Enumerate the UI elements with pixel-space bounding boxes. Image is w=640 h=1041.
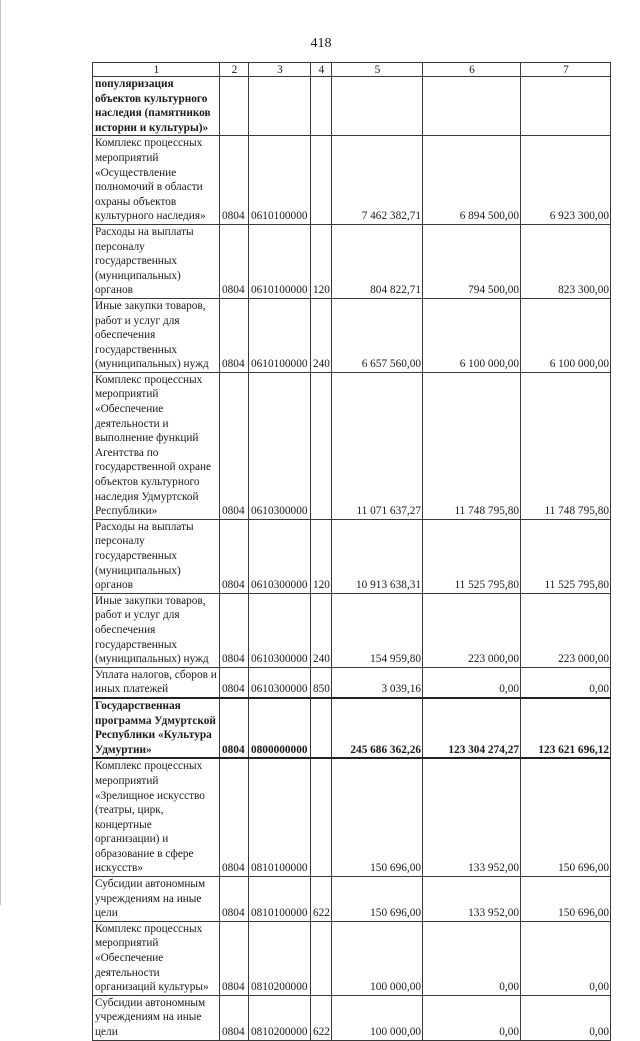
row-sum3: 150 696,00: [521, 877, 611, 922]
row-sum1: 150 696,00: [332, 877, 423, 922]
row-section: 0804: [220, 136, 249, 225]
row-name: Иные закупки товаров, работ и услуг для обеспечения государственных (муниципальных) нужд: [93, 593, 220, 667]
row-sum3: 150 696,00: [521, 758, 611, 876]
row-type: 120: [311, 224, 332, 298]
table-row: [93, 995, 611, 1040]
row-target: 0610300000: [249, 593, 311, 667]
table-row: [93, 758, 611, 876]
row-sum1: 7 462 382,71: [332, 136, 423, 225]
row-type: [311, 698, 332, 758]
row-section: 0804: [220, 593, 249, 667]
row-sum2: 133 952,00: [423, 758, 521, 876]
table-row: [93, 593, 611, 667]
row-section: 0804: [220, 921, 249, 995]
row-type: 120: [311, 519, 332, 593]
table-row: [93, 77, 611, 136]
row-sum1: 11 071 637,27: [332, 372, 423, 519]
column-header-name: 1: [93, 63, 220, 77]
row-sum2: 794 500,00: [423, 224, 521, 298]
table-row: [93, 224, 611, 298]
row-sum2: [423, 77, 521, 136]
row-sum1: 100 000,00: [332, 921, 423, 995]
row-section: 0804: [220, 224, 249, 298]
row-sum2: 123 304 274,27: [423, 698, 521, 758]
row-name: Уплата налогов, сборов и иных платежей: [93, 667, 220, 698]
column-header-type: 4: [311, 63, 332, 77]
row-sum2: 11 748 795,80: [423, 372, 521, 519]
column-header-sum3: 7: [521, 63, 611, 77]
row-type: 850: [311, 667, 332, 698]
row-sum1: 150 696,00: [332, 758, 423, 876]
row-sum2: 0,00: [423, 921, 521, 995]
row-sum1: 245 686 362,26: [332, 698, 423, 758]
row-target: 0810100000: [249, 877, 311, 922]
table-row-program-total: [93, 698, 611, 758]
row-name: Расходы на выплаты персоналу государственных (муниципальных) органов: [93, 519, 220, 593]
row-sum3: 823 300,00: [521, 224, 611, 298]
row-name: популяризация объектов культурного наследия (памятников истории и культуры)»: [93, 77, 220, 136]
row-type: [311, 136, 332, 225]
row-type: 622: [311, 877, 332, 922]
budget-table: [92, 62, 611, 1041]
row-sum3: 6 100 000,00: [521, 298, 611, 372]
row-sum3: 11 748 795,80: [521, 372, 611, 519]
table-row: [93, 921, 611, 995]
row-type: 240: [311, 298, 332, 372]
row-sum1: 3 039,16: [332, 667, 423, 698]
row-target: 0610300000: [249, 519, 311, 593]
row-type: [311, 758, 332, 876]
row-target: 0800000000: [249, 698, 311, 758]
table-row: [93, 298, 611, 372]
row-sum3: 0,00: [521, 995, 611, 1040]
row-sum2: 6 100 000,00: [423, 298, 521, 372]
row-section: 0804: [220, 519, 249, 593]
row-target: [249, 77, 311, 136]
row-section: 0804: [220, 758, 249, 876]
row-sum1: 804 822,71: [332, 224, 423, 298]
row-sum1: 10 913 638,31: [332, 519, 423, 593]
row-target: 0810200000: [249, 921, 311, 995]
row-sum2: 6 894 500,00: [423, 136, 521, 225]
row-name: Комплекс процессных мероприятий «Зрелищное искусство (театры, цирк, концертные организации) и образование в сфере искусств»: [93, 758, 220, 876]
row-sum3: 11 525 795,80: [521, 519, 611, 593]
row-sum3: 123 621 696,12: [521, 698, 611, 758]
column-header-section: 2: [220, 63, 249, 77]
table-row: [93, 519, 611, 593]
row-sum2: 133 952,00: [423, 877, 521, 922]
row-target: 0810100000: [249, 758, 311, 876]
row-section: 0804: [220, 698, 249, 758]
row-section: 0804: [220, 995, 249, 1040]
row-type: [311, 921, 332, 995]
row-sum1: 6 657 560,00: [332, 298, 423, 372]
table-row: [93, 372, 611, 519]
row-name: Субсидии автономным учреждениям на иные цели: [93, 995, 220, 1040]
row-name: Комплекс процессных мероприятий «Обеспечение деятельности организаций культуры»: [93, 921, 220, 995]
table-row: [93, 877, 611, 922]
column-header-sum1: 5: [332, 63, 423, 77]
row-type: [311, 372, 332, 519]
row-section: 0804: [220, 372, 249, 519]
row-sum2: 11 525 795,80: [423, 519, 521, 593]
row-sum3: 0,00: [521, 921, 611, 995]
row-name: Государственная программа Удмуртской Республики «Культура Удмуртии»: [93, 698, 220, 758]
row-name: Субсидии автономным учреждениям на иные цели: [93, 877, 220, 922]
row-section: 0804: [220, 667, 249, 698]
row-sum2: 0,00: [423, 995, 521, 1040]
row-name: Иные закупки товаров, работ и услуг для обеспечения государственных (муниципальных) нужд: [93, 298, 220, 372]
column-header-target: 3: [249, 63, 311, 77]
row-sum3: [521, 77, 611, 136]
row-type: [311, 77, 332, 136]
row-sum2: 223 000,00: [423, 593, 521, 667]
row-sum3: 6 923 300,00: [521, 136, 611, 225]
row-name: Расходы на выплаты персоналу государственных (муниципальных) органов: [93, 224, 220, 298]
row-section: [220, 77, 249, 136]
row-section: 0804: [220, 877, 249, 922]
page-number: 418: [310, 36, 332, 51]
row-type: 240: [311, 593, 332, 667]
column-header-sum2: 6: [423, 63, 521, 77]
row-sum3: 223 000,00: [521, 593, 611, 667]
row-target: 0610300000: [249, 372, 311, 519]
row-sum2: 0,00: [423, 667, 521, 698]
row-type: 622: [311, 995, 332, 1040]
row-target: 0610100000: [249, 298, 311, 372]
row-sum1: 154 959,80: [332, 593, 423, 667]
row-name: Комплекс процессных мероприятий «Осуществление полномочий в области охраны объектов культурного наследия»: [93, 136, 220, 225]
row-sum3: 0,00: [521, 667, 611, 698]
row-sum1: 100 000,00: [332, 995, 423, 1040]
row-target: 0610100000: [249, 136, 311, 225]
table-row: [93, 667, 611, 698]
row-section: 0804: [220, 298, 249, 372]
row-target: 0610100000: [249, 224, 311, 298]
row-target: 0810200000: [249, 995, 311, 1040]
row-target: 0610300000: [249, 667, 311, 698]
row-name: Комплекс процессных мероприятий «Обеспечение деятельности и выполнение функций Агентства по государственной охране объектов культурного наследия Удмуртской Республики»: [93, 372, 220, 519]
table-row: [93, 136, 611, 225]
row-sum1: [332, 77, 423, 136]
header-row: [93, 63, 611, 77]
